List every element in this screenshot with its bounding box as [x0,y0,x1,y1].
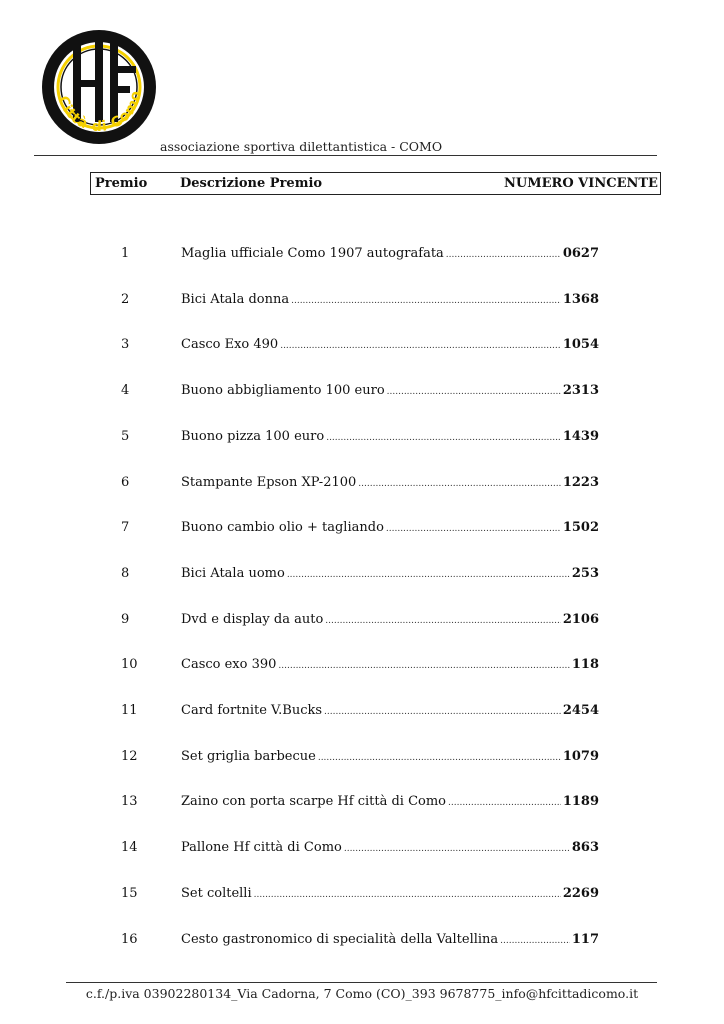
winning-number: 863 [571,840,599,855]
prize-number: 9 [121,612,130,627]
leader-dots [291,296,561,306]
prize-row [0,520,724,540]
prize-row [0,657,724,677]
prize-number: 3 [121,337,130,352]
prize-description: Casco Exo 490 [181,337,279,352]
prize-description: Cesto gastronomico di specialità della Valtellina [181,932,499,947]
header-premio: Premio [95,176,148,191]
winning-number: 118 [571,657,599,672]
prize-description: Dvd e display da auto [181,612,324,627]
leader-dots [318,753,561,763]
prize-number: 7 [121,520,130,535]
footer-contact: c.f./p.iva 03902280134_Via Cadorna, 7 Como (CO)_393 9678775_info@hfcittadicomo.it [85,986,639,1001]
prize-row [0,246,724,266]
prize-number: 13 [121,794,138,809]
prize-description: Bici Atala uomo [181,566,285,581]
leader-dots [325,616,561,626]
winning-number: 1223 [562,475,599,490]
prize-number: 8 [121,566,130,581]
footer-divider [66,982,657,983]
prize-number: 1 [121,246,130,261]
prize-row [0,932,724,952]
prize-description-line [181,703,599,718]
organization-line: associazione sportiva dilettantistica - COMO [160,139,443,154]
leader-dots [324,707,561,717]
prize-description: Buono abbigliamento 100 euro [181,383,385,398]
prize-row [0,292,724,312]
leader-dots [500,936,570,946]
prize-row [0,794,724,814]
prize-number: 12 [121,749,138,764]
prize-number: 2 [121,292,130,307]
prize-row [0,475,724,495]
winning-number: 2269 [562,886,599,901]
winning-number: 1054 [562,337,599,352]
winning-number: 253 [571,566,599,581]
leader-dots [326,433,561,443]
header-descrizione: Descrizione Premio [180,176,323,191]
leader-dots [387,387,561,397]
prize-description: Casco exo 390 [181,657,277,672]
prize-description: Buono pizza 100 euro [181,429,325,444]
prize-row [0,840,724,860]
leader-dots [254,890,561,900]
prize-description-line [181,292,599,307]
prize-description-line [181,749,599,764]
prize-row [0,703,724,723]
prize-number: 15 [121,886,138,901]
leader-dots [386,524,561,534]
leader-dots [280,341,561,351]
winning-number: 1368 [562,292,599,307]
prize-description: Card fortnite V.Bucks [181,703,323,718]
leader-dots [287,570,570,580]
prize-description-line [181,657,599,672]
leader-dots [358,479,561,489]
prize-description-line [181,840,599,855]
winning-number: 1439 [562,429,599,444]
winning-number: 2454 [562,703,599,718]
winning-number: 0627 [562,246,599,261]
prize-description: Zaino con porta scarpe Hf città di Como [181,794,447,809]
prize-description-line [181,932,599,947]
prize-row [0,886,724,906]
logo-ring-text: Città di Como [54,89,145,136]
leader-dots [344,844,570,854]
prize-number: 16 [121,932,138,947]
leader-dots [278,661,569,671]
prize-number: 6 [121,475,130,490]
prize-description-line [181,566,599,581]
winning-number: 1502 [562,520,599,535]
prize-number: 14 [121,840,138,855]
prize-row [0,337,724,357]
winning-number: 2313 [562,383,599,398]
winning-number: 2106 [562,612,599,627]
prize-description: Set coltelli [181,886,252,901]
prize-description: Set griglia barbecue [181,749,316,764]
prize-row [0,612,724,632]
prize-description-line [181,886,599,901]
prize-row [0,749,724,769]
header-numero-vincente: NUMERO VINCENTE [504,176,658,191]
leader-dots [446,250,561,260]
prize-description-line [181,246,599,261]
prize-row [0,566,724,586]
prize-number: 11 [121,703,138,718]
winning-number: 1189 [562,794,599,809]
prize-description: Bici Atala donna [181,292,290,307]
prize-row [0,429,724,449]
prize-number: 5 [121,429,130,444]
prize-number: 4 [121,383,130,398]
prize-description-line [181,337,599,352]
prize-description: Pallone Hf città di Como [181,840,342,855]
leader-dots [448,798,561,808]
prize-description: Buono cambio olio + tagliando [181,520,384,535]
prize-description-line [181,520,599,535]
prize-description: Maglia ufficiale Como 1907 autografata [181,246,444,261]
prize-description: Stampante Epson XP-2100 [181,475,357,490]
prize-description-line [181,429,599,444]
prize-description-line [181,475,599,490]
winning-number: 1079 [562,749,599,764]
prize-description-line [181,794,599,809]
prize-description-line [181,383,599,398]
prize-row [0,383,724,403]
prize-number: 10 [121,657,138,672]
prize-description-line [181,612,599,627]
winning-number: 117 [571,932,599,947]
